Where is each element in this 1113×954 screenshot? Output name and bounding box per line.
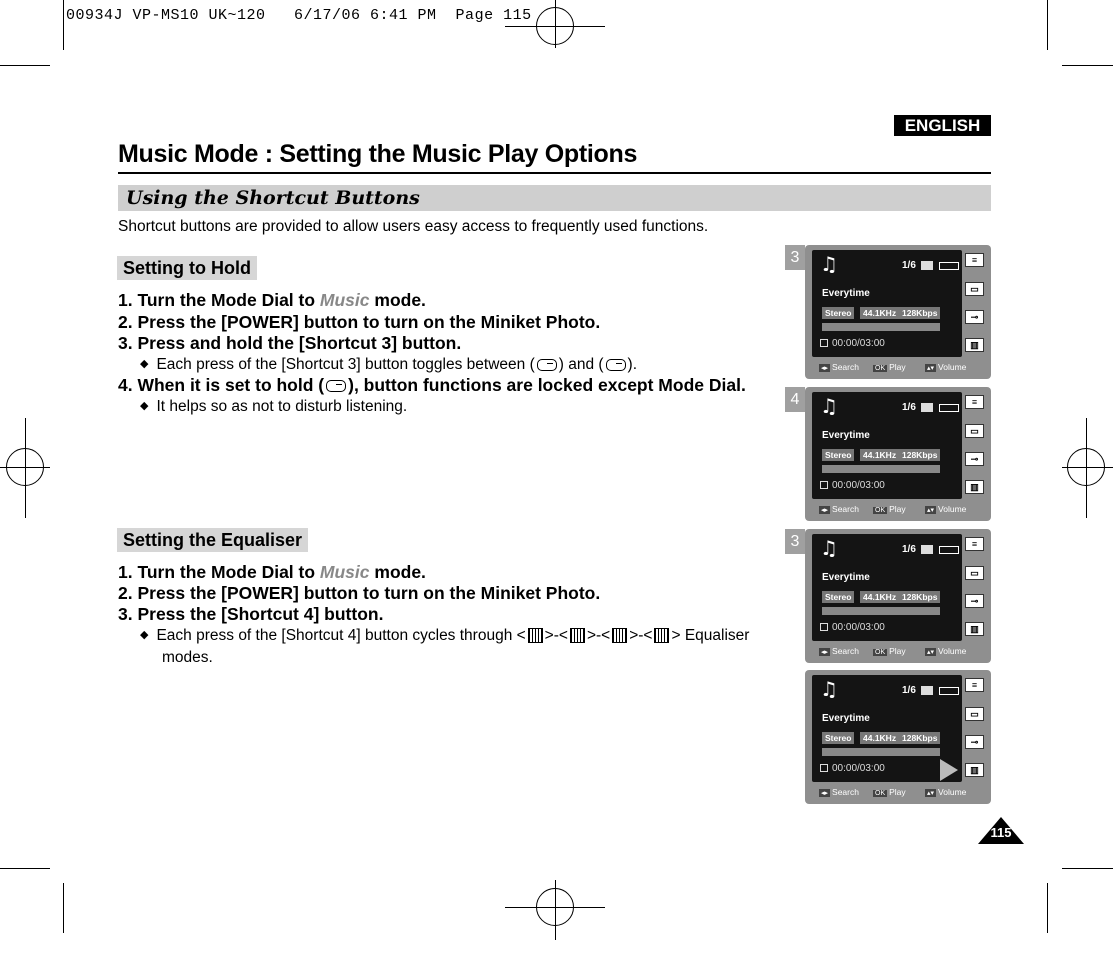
frequency-tag: 44.1KHz (860, 732, 899, 744)
crop-mark (555, 880, 556, 940)
play-hint: OK Play (875, 646, 906, 656)
song-title: Everytime (822, 713, 870, 724)
progress-bar (822, 465, 940, 473)
hold-icon: ⊸ (965, 735, 984, 749)
music-note-icon: ♫ (820, 252, 838, 276)
play-time: 00:00/03:00 (820, 338, 885, 349)
up-down-icon: ▴▾ (927, 365, 935, 372)
volume-hint: ▴▾ Volume (927, 362, 967, 372)
internal-memory-icon (921, 545, 933, 554)
play-icon (940, 759, 958, 781)
play-hint: OK Play (875, 504, 906, 514)
equaliser-icon: ▥ (965, 338, 984, 352)
hold-off-icon (537, 359, 557, 371)
stop-icon (820, 339, 828, 347)
hold-heading: Setting to Hold (117, 256, 257, 280)
side-icons (962, 675, 988, 782)
bitrate-tag: 128Kbps (899, 732, 940, 744)
left-right-icon: ◂▸ (821, 507, 829, 514)
progress-bar (822, 748, 940, 756)
crop-mark (1086, 418, 1087, 518)
frequency-tag: 44.1KHz (860, 449, 899, 461)
hold-icon (326, 380, 346, 392)
stereo-tag: Stereo (822, 449, 854, 461)
hold-icon: ⊸ (965, 594, 984, 608)
crop-mark (63, 0, 64, 50)
page-number (978, 817, 1024, 844)
stereo-tag: Stereo (822, 307, 854, 319)
search-hint: ◂▸ Search (821, 362, 859, 372)
left-right-icon: ◂▸ (821, 365, 829, 372)
screen-step-number: 4 (785, 387, 805, 412)
play-time: 00:00/03:00 (820, 622, 885, 633)
stop-icon (820, 481, 828, 489)
section-title: Using the Shortcut Buttons (126, 187, 420, 209)
shortcut-icon: ▭ (965, 707, 984, 721)
song-title: Everytime (822, 572, 870, 583)
music-note-icon: ♫ (820, 536, 838, 560)
page-number-text: 115 (990, 825, 1012, 840)
menu-icon: ≡ (965, 395, 984, 409)
language-badge: ENGLISH (894, 115, 991, 136)
battery-icon (939, 687, 959, 695)
music-mode-word: Music (319, 290, 370, 310)
hold-on-icon (606, 359, 626, 371)
song-title: Everytime (822, 430, 870, 441)
track-count: 1/6 (902, 544, 916, 555)
music-note-icon: ♫ (820, 677, 838, 701)
lcd-display (812, 675, 962, 782)
song-title: Everytime (822, 288, 870, 299)
eq-step-2: 2. Press the [POWER] button to turn on the Miniket Photo. (118, 583, 601, 603)
battery-icon (939, 404, 959, 412)
eq-pop-icon (570, 628, 585, 643)
device-screen (805, 387, 991, 521)
eq-step-3: 3. Press the [Shortcut 4] button. (118, 604, 384, 624)
menu-icon: ≡ (965, 253, 984, 267)
hold-step-1: 1. Turn the Mode Dial to Music mode. (118, 290, 426, 310)
up-down-icon: ▴▾ (927, 649, 935, 656)
shortcut-icon: ▭ (965, 424, 984, 438)
crop-mark (25, 418, 26, 518)
equaliser-heading: Setting the Equaliser (117, 528, 308, 552)
shortcut-icon: ▭ (965, 566, 984, 580)
volume-hint: ▴▾ Volume (927, 787, 967, 797)
crop-mark (1047, 0, 1048, 50)
side-icons (962, 534, 988, 641)
hold-step-4: 4. When it is set to hold ( ), button functions are locked except Mode Dial. (118, 375, 746, 395)
progress-bar (822, 323, 940, 331)
left-right-icon: ◂▸ (821, 649, 829, 656)
track-count: 1/6 (902, 402, 916, 413)
intro-text: Shortcut buttons are provided to allow users easy access to frequently used functions. (118, 218, 709, 235)
frequency-tag: 44.1KHz (860, 307, 899, 319)
volume-hint: ▴▾ Volume (927, 504, 967, 514)
side-icons (962, 250, 988, 357)
crop-mark (0, 65, 50, 66)
menu-icon: ≡ (965, 537, 984, 551)
music-mode-word: Music (319, 562, 370, 582)
play-time: 00:00/03:00 (820, 480, 885, 491)
hold-step-3: 3. Press and hold the [Shortcut 3] button. (118, 333, 462, 353)
eq-bullet-line-2: modes. (162, 649, 213, 666)
search-hint: ◂▸ Search (821, 504, 859, 514)
search-hint: ◂▸ Search (821, 646, 859, 656)
lcd-display (812, 250, 962, 357)
crop-mark (0, 868, 50, 869)
progress-bar (822, 607, 940, 615)
track-count: 1/6 (902, 260, 916, 271)
hold-icon: ⊸ (965, 452, 984, 466)
stereo-tag: Stereo (822, 591, 854, 603)
side-icons (962, 392, 988, 499)
bitrate-tag: 128Kbps (899, 591, 940, 603)
left-right-icon: ◂▸ (821, 790, 829, 797)
frequency-tag: 44.1KHz (860, 591, 899, 603)
screen-step-number: 3 (785, 245, 805, 270)
eq-bullet: ◆ Each press of the [Shortcut 4] button cycles through < >-< >-< >-< > Equaliser (140, 627, 750, 644)
hold-icon: ⊸ (965, 310, 984, 324)
bitrate-tag: 128Kbps (899, 449, 940, 461)
play-time: 00:00/03:00 (820, 763, 885, 774)
eq-step-1: 1. Turn the Mode Dial to Music mode. (118, 562, 426, 582)
hold-bullet-2: ◆ It helps so as not to disturb listening. (140, 398, 408, 415)
stereo-tag: Stereo (822, 732, 854, 744)
volume-hint: ▴▾ Volume (927, 646, 967, 656)
device-screen (805, 670, 991, 804)
crop-mark (63, 883, 64, 933)
crop-mark (1062, 65, 1113, 66)
eq-normal-icon (528, 628, 543, 643)
play-hint: OK Play (875, 787, 906, 797)
page-title: Music Mode : Setting the Music Play Options (118, 140, 638, 168)
up-down-icon: ▴▾ (927, 790, 935, 797)
device-screen (805, 245, 991, 379)
stop-icon (820, 623, 828, 631)
play-hint: OK Play (875, 362, 906, 372)
internal-memory-icon (921, 261, 933, 270)
battery-icon (939, 546, 959, 554)
search-hint: ◂▸ Search (821, 787, 859, 797)
crop-mark (1062, 467, 1113, 468)
hold-bullet-1: ◆ Each press of the [Shortcut 3] button toggles between ( ) and ( ). (140, 356, 638, 373)
shortcut-icon: ▭ (965, 282, 984, 296)
lcd-display (812, 534, 962, 641)
crop-mark (1062, 868, 1113, 869)
internal-memory-icon (921, 403, 933, 412)
hold-step-2: 2. Press the [POWER] button to turn on the Miniket Photo. (118, 312, 601, 332)
bitrate-tag: 128Kbps (899, 307, 940, 319)
screen-step-number: 3 (785, 529, 805, 554)
track-count: 1/6 (902, 685, 916, 696)
crop-mark (555, 0, 556, 48)
title-rule (118, 172, 991, 174)
eq-rock-icon (654, 628, 669, 643)
menu-icon: ≡ (965, 678, 984, 692)
internal-memory-icon (921, 686, 933, 695)
crop-mark (1047, 883, 1048, 933)
battery-icon (939, 262, 959, 270)
eq-jazz-icon (612, 628, 627, 643)
up-down-icon: ▴▾ (927, 507, 935, 514)
equaliser-icon: ▥ (965, 480, 984, 494)
music-note-icon: ♫ (820, 394, 838, 418)
lcd-display (812, 392, 962, 499)
device-screen (805, 529, 991, 663)
equaliser-icon: ▥ (965, 622, 984, 636)
equaliser-icon: ▥ (965, 763, 984, 777)
print-header: 00934J VP-MS10 UK~120 6/17/06 6:41 PM Page 115 (66, 7, 532, 24)
stop-icon (820, 764, 828, 772)
